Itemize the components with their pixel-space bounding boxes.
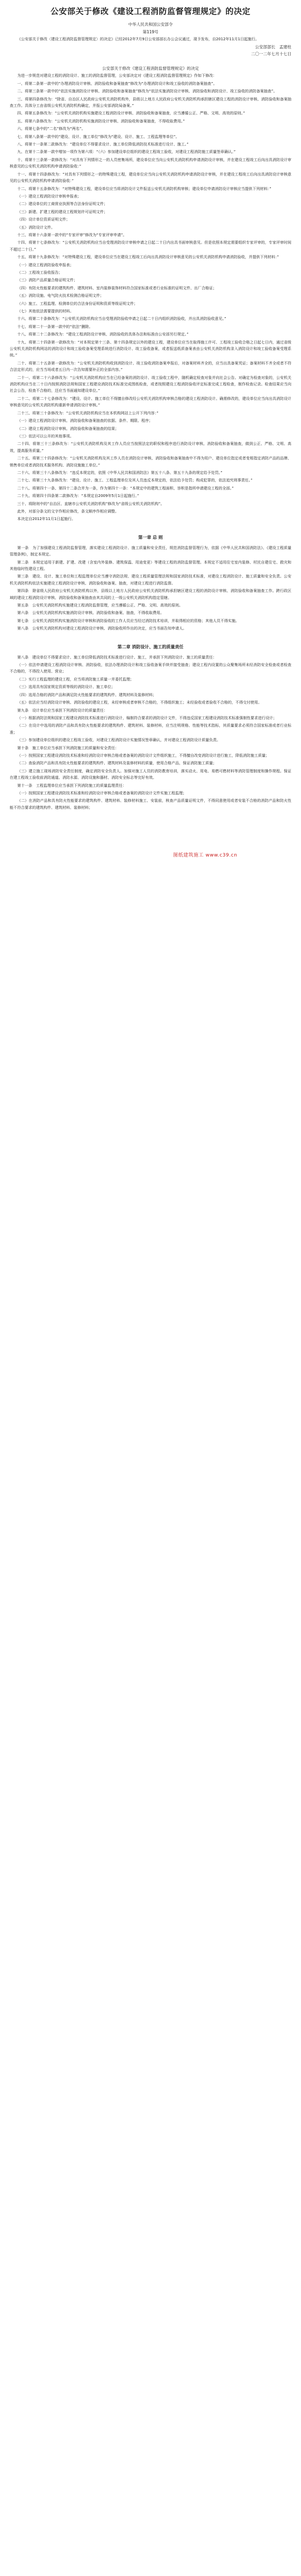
article-paragraph: 第二条 本规定适用于新建、扩建、改建（含室内外装修、建筑保温、用途变更）等建设工程的消防监督管理。本规定不适用住宅室内装修、村民自建住宅、救灾和其他临时性建设工程。 — [10, 560, 291, 571]
chapter-1-body — [10, 545, 291, 632]
decision-paragraph: 二十一、将第二十六条修改为：“公安机关消防机构应当在已经备案的消防设计、竣工验收工程中，随机确定检查对象并向社会公告。对确定为检查对象的，公安机关消防机构应当在二十日内按照消防法规和国家工程建设消防技术标准完成图纸检查，或者按照建设工程消防验收评定标准完成工程检查，制作检查记录。检查结果应当向社会公告，检查不合格的，还应当书面通知建设单位。” — [10, 375, 291, 393]
chapter-heading: 第一章 总 则 — [138, 535, 163, 540]
article-paragraph: 第六条 公安机关消防机构实施消防设计审核、消防验收和备案、抽查，不得收取费用。 — [17, 611, 164, 616]
decision-paragraph: （二）建设单位的工商营业执照等合法身份证明文件； — [17, 202, 108, 207]
decision-paragraph: 十二、将第十五条修改为：“对特殊建设工程，建设单位应当将消防设计文件报送公安机关消防机构审核；建设单位申请消防设计审核应当提供下列材料：” — [17, 186, 271, 191]
article-paragraph: （一）依法申请建设工程消防设计审核、消防验收，依法办理消防设计和竣工验收备案手续并接受抽查；建设工程内设置的公众聚集场所未经消防安全检查或者检查不合格的，不得投入使用、营业； — [10, 663, 291, 674]
decision-paragraph: 十一、将第十四条修改为：“对具有下列情形之一的特殊建设工程，建设单位应当向公安机关消防机构申请消防设计审核，并在建设工程竣工后向出具消防设计审核意见的公安机关消防机构申请消防验收：” — [10, 172, 291, 184]
article-paragraph: （五）依法应当经消防设计审核、消防验收的建设工程，未经审核或者审核不合格的，不得组织施工；未经验收或者验收不合格的，不得交付使用。 — [17, 700, 262, 705]
chapter-2-body — [10, 654, 291, 811]
decision-paragraph: （六）施工、工程监理、检测单位的合法身份证明和资质等级证明文件； — [17, 301, 138, 306]
decision-paragraph: 本决定自2012年11月1日起施行。 — [17, 517, 76, 522]
decision-paragraph: 二十六、将第三十八条修改为：“违反本规定的，依照《中华人民共和国消防法》第五十八条、第五十九条的规定给予处罚。” — [17, 470, 223, 475]
decision-paragraph: （七）其他依法需要提供的材料。 — [17, 309, 74, 313]
decision-paragraph: （二）工程竣工验收报告； — [17, 270, 62, 275]
decision-paragraph: 六、将第七条中的“二名”修改为“两名”。 — [17, 127, 85, 131]
decision-paragraph: 一、将第二条第一款中的“办理消防设计审核、消防验收和备案抽查”修改为“办理消防设计和竣工验收的消防备案抽查”。 — [17, 81, 217, 86]
decision-paragraph: 二十七、将第三十九条修改为：“建设、设计、施工、工程监理单位及其人员违反本规定的，依法给予处罚；构成犯罪的，依法追究刑事责任。” — [17, 478, 253, 483]
decision-paragraph: 十四、将第十七条修改为：“公安机关消防机构应当自受理消防设计审核申请之日起二十日内出具书面审核意见。但是依照本规定需要组织专家评审的，专家评审时间不超过二十日。” — [10, 240, 291, 252]
decision-paragraph: 十六、将第二十条修改为：“公安机关消防机构应当自受理消防验收申请之日起二十日内组织消防验收，并出具消防验收意见。” — [17, 317, 226, 321]
decision-paragraph: 二十九、将第四十四条第二款修改为：“本规定自2009年5月1日起施行。” — [17, 494, 139, 499]
decision-paragraph: 十五、将第十九条修改为：“对特殊建设工程，建设单位应当在建设工程竣工后向出具消防设计审核意见的公安机关消防机构申请消防验收，并提供下列材料：” — [17, 255, 279, 260]
decision-paragraph: 十七、将第二十一条第一款中的“依法”删除。 — [17, 324, 93, 329]
decision-paragraph: （四）有防火性能要求的建筑构件、建筑材料、室内装修装饰材料符合国家标准或者行业标准的证明文件、出厂合格证； — [17, 286, 217, 290]
decision-paragraph: 九、在第十二条第一款中增加一项作为第六项：“（六）参加建设单位组织的建设工程竣工验收，对建设工程消防施工质量签章确认。” — [17, 150, 236, 155]
article-paragraph: 第八条 公安机关消防机构对建设工程消防设计审核、消防验收所作出的决定，应当书面告知申请人。 — [17, 626, 187, 631]
article-paragraph: （二）在设计中选用的消防产品和具有防火性能要求的建筑构件、建筑材料、装修材料，应当注明规格、性能等技术指标，其质量要求必须符合国家标准或者行业标准； — [10, 723, 291, 735]
decision-paragraph: 四、将第五条修改为：“公安机关消防机构实施建设工程消防设计审核、消防验收和备案抽查，应当遵循公正、严格、文明、高效的原则。” — [17, 111, 245, 116]
decision-paragraph: （二）建设工程消防设计审核、消防验收和备案抽查的结果； — [17, 426, 119, 431]
article-paragraph: 第一条 为了加强建设工程消防监督管理，落实建设工程消防设计、施工质量和安全责任，规范消防监督管理行为，依据《中华人民共和国消防法》、《建设工程质量管理条例》，制定本规定。 — [10, 545, 291, 557]
order-number: 第119号 — [142, 30, 159, 34]
article-paragraph: 第八条 建设单位不得要求设计、施工单位降低消防技术标准进行设计、施工，并承担下列消防设计、施工的质量责任： — [17, 655, 217, 660]
decision-paragraph: 三十、将附则中的“自治区、直辖市公安机关消防机构”修改为“省级公安机关消防机构”。 — [17, 501, 164, 506]
decision-paragraph: 此外，对部分条文的文字作相应修改，条文顺序作相应调整。 — [17, 509, 119, 514]
article-paragraph: 第十条 施工单位应当承担下列消防施工的质量和安全责任： — [17, 745, 119, 750]
article-paragraph: （二）查验消防产品和具有防火性能要求的建筑构件、建筑材料及装修材料的质量，使用合格产品，保证消防施工质量； — [17, 761, 217, 766]
decision-paragraph: 五、将第六条修改为：“公安机关消防机构实施消防设计审核、消防验收和备案抽查，不得收取费用。” — [17, 119, 185, 123]
decision-body — [10, 72, 291, 522]
signer: 公安部部长 孟建柱 — [255, 45, 291, 50]
decision-paragraph: （四）设计单位资质证明文件； — [17, 217, 70, 222]
decision-paragraph: 为进一步规范对建设工程的消防设计、施工的消防监督管理，公安部决定对《建设工程消防监督管理规定》作如下修改： — [17, 74, 217, 78]
decision-paragraph: （一）建设工程消防设计审核、消防验收和备案抽查的依据、条件、期限、程序； — [17, 419, 153, 423]
decision-paragraph: （三）依法可以公开的其他事项。 — [17, 434, 74, 438]
decision-paragraph: 二十四、将第三十三条修改为：“公安机关消防机构及其工作人员应当按照法定的职权和程序进行消防设计审核、消防验收和备案抽查，做到公正、严格、文明、高效，提高服务质量。” — [10, 442, 291, 453]
decision-paragraph: 十八、将第二十二条修改为：“建设工程消防设计审核、消防验收的具体办法和标准由公安部另行规定。” — [17, 332, 189, 337]
article-paragraph: 第三条 建设、设计、施工单位和工程监理单位应当遵守消防法规、建设工程质量管理法规和国家消防技术标准，对建设工程消防设计、施工质量和安全负责。公安机关消防机构依法实施建设工程消防设计审核、消防验收和备案、抽查，对建设工程进行消防监督。 — [10, 574, 291, 586]
decision-paragraph: 三、将第四条修改为：“除省、自治区人民政府公安机关消防机构外，县级以上地方人民政府公安机关消防机构承担辖区建设工程的消防设计审核、消防验收和备案抽查工作。具体分工由省级公安机关消防机构确定，并报公安部消防局备案。” — [10, 97, 291, 108]
article-paragraph: （三）建立施工现场消防安全责任制度，确定消防安全负责人。加强对施工人员的消防教育培训，落实动火、用电、易燃可燃材料等消防管理制度和操作规程。保证在建工程竣工验收前消防通道、消防水源、消防设施和器材、消防安全标志等完好有效。 — [10, 769, 291, 780]
watermark-text: 图纸建筑施工 www.c39.cn — [173, 853, 238, 858]
decision-paragraph: （三）消防产品质量合格证明文件； — [17, 278, 77, 283]
decision-heading: 公安部关于修改《建设工程消防监督管理规定》的决定 — [102, 66, 199, 71]
article-paragraph: （四）选用合格的消防产品和满足防火性能要求的建筑构件、建筑材料及装修材料； — [17, 692, 156, 697]
site-watermark — [173, 851, 237, 858]
document-title: 公安部关于修改《建设工程消防监督管理规定》的决定 — [50, 6, 250, 16]
article-paragraph: （三）参加建设单位组织的建设工程竣工验收，对建设工程消防设计实施情况签章确认，并对建设工程消防设计质量负责。 — [17, 738, 220, 743]
article-paragraph: （一）按照国家工程建设消防技术标准和经消防设计审核合格或者备案的消防设计文件实施工程监理； — [17, 791, 187, 795]
article-paragraph: （二）在消防产品和具有防火性能要求的建筑构件、建筑材料、装修材料施工、安装前，核查产品质量证明文件，不得同意使用或者安装不合格的消防产品和防火性能不符合要求的建筑构件、建筑材料、装修材料； — [10, 799, 291, 810]
article-paragraph: （一）根据消防法规和国家工程建设消防技术标准进行消防设计，编制符合要求的消防设计文件，不得违反国家工程建设消防技术标准强制性要求进行设计； — [17, 715, 277, 720]
article-paragraph: 第九条 设计单位应当承担下列消防设计的质量责任： — [17, 708, 108, 713]
article-paragraph: 第十一条 工程监理单位应当承担下列消防施工的质量监理责任： — [17, 783, 126, 788]
decision-paragraph: 八、将第十一条第二款修改为：“建设单位不得要求设计、施工单位降低消防技术标准进行设计、施工。” — [17, 142, 189, 147]
decision-paragraph: 二十、将第二十五条第一款修改为：“公安机关消防机构收到消防设计、竣工验收消防备案申报后，对备案材料齐全的，应当出具备案凭证；备案材料不齐全或者不符合法定形式的，应当当场或者五日内一次告知需要补正的全部内容。” — [10, 361, 291, 372]
issuer-line: 中华人民共和国公安部令 — [128, 22, 173, 27]
article-paragraph: （二）实行工程监理的建设工程，应当将消防施工质量一并委托监理； — [17, 677, 134, 682]
decision-paragraph: 二、将第三条第一款中的“依法实施消防设计审核、消防验收和备案抽查”修改为“依法实施消防设计审核、消防验收和消防设计、竣工验收的消防备案抽查”。 — [17, 89, 277, 94]
chapter-heading: 第二章 消防设计、施工的质量责任 — [117, 644, 184, 649]
decision-paragraph: 十、将第十三条第一款修改为：“对具有下列情形之一的人员密集场所，建设单位应当向公安机关消防机构申请消防设计审核，并在建设工程竣工后向出具消防设计审核意见的公安机关消防机构申请消防验收：” — [10, 157, 291, 169]
article-paragraph: 第五条 公安机关消防机构实施建设工程消防监督管理，应当遵循公正、严格、文明、高效的原则。 — [17, 603, 183, 608]
article-paragraph: 第四条 除省级人民政府公安机关消防机构以外，县级以上地方人民政府公安机关消防机构承担辖区建设工程的消防设计审核、消防验收和备案抽查工作。跨行政区域的建设工程消防设计审核、消防验收和备案抽查由其共同的上一级公安机关消防机构指定管辖。 — [10, 589, 291, 600]
decision-paragraph: （三）新建、扩建工程的建设工程规划许可证明文件； — [17, 209, 108, 214]
decision-paragraph: （一）建设工程消防验收申报表； — [17, 262, 74, 267]
article-paragraph: 第七条 公安机关消防机构实施消防设计审核和消防验收的工作人员应当经过消防技术培训，并取得相应的资格；其他人员不得实施。 — [17, 618, 239, 623]
decision-paragraph: 十三、将第十六条第一款中的“专家评审”修改为“专家评审申请”。 — [17, 232, 127, 237]
decision-paragraph: （五）消防设计文件。 — [17, 225, 55, 230]
decision-paragraph: （一）建设工程消防设计审核申报表； — [17, 194, 81, 199]
decision-paragraph: 二十二、将第二十七条修改为：“建设、设计、施工单位不得擅自修改经公安机关消防机构审核合格的建设工程消防设计。确需修改的，建设单位应当向出具消防设计审核意见的公安机关消防机构重新申请消防设计审核。” — [10, 396, 291, 408]
decision-paragraph: 二十五、将第三十四条修改为：“公安机关消防机构及其工作人员在消防设计审核、消防验收和备案抽查中不得为用户、建设单位指定或者变相指定消防产品的品牌、销售单位或者消防技术服务机构、消防设施施工单位。” — [10, 456, 291, 467]
sign-date: 二〇一二年七月十七日 — [251, 52, 291, 57]
decision-paragraph: 二十八、将第四十一条、第四十二条合并为一条，作为第四十一条：“本规定中的建筑工程面积、容积是指所申请建设工程的全部。” — [17, 486, 234, 491]
article-paragraph: （三）选用具有国家规定资质等级的消防设计、施工单位； — [17, 685, 115, 690]
decision-paragraph: 十九、将第二十四条第一款修改为：“对本规定第十三条、第十四条规定以外的建设工程，建设单位应当在取得施工许可、工程竣工验收合格之日起七日内，通过省级公安机关消防机构网站的消防设计和竣工验收备案受理系统进行消防设计、竣工验收备案，或者报送纸质备案表由公安机关消防机构录入消防设计和竣工验收备案受理系统。” — [10, 340, 291, 358]
article-paragraph: （一）按照国家工程建设消防技术标准和经消防设计审核合格或者备案的消防设计文件组织施工，不得擅自改变消防设计进行施工，降低消防施工质量； — [17, 753, 269, 758]
intro-paragraph: 《公安部关于修改〈建设工程消防监督管理规定〉的决定》已经2012年7月9日公安部部长办公会议通过，现予发布，自2012年11月1日起施行。 — [17, 37, 259, 41]
decision-paragraph: 七、将第八条第一款中的“建设、设计、施工单位”修改为“建设、设计、施工、工程监理等单位”。 — [17, 134, 180, 139]
decision-paragraph: （五）消防设施、电气防火技术检测合格证明文件； — [17, 294, 104, 298]
decision-paragraph: 二十三、将第三十条修改为：“公安机关消防机构应当在本机构网站上公开下列内容：” — [17, 411, 159, 415]
